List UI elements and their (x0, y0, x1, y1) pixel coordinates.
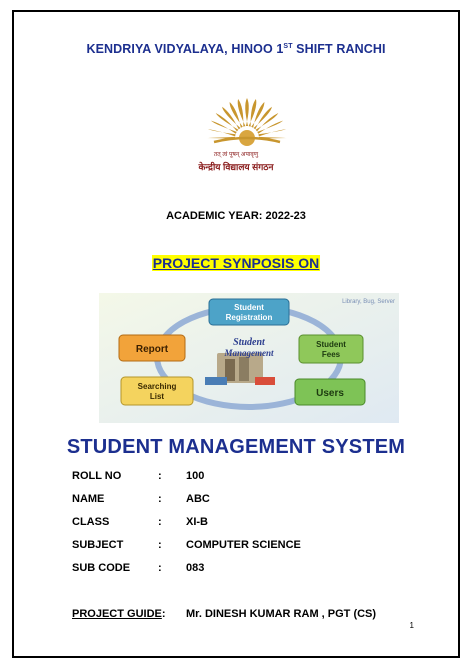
node-report (119, 335, 185, 361)
sun-ray (249, 99, 257, 127)
detail-separator: : (158, 516, 162, 528)
project-diagram (99, 293, 399, 423)
detail-label: ROLL NO (72, 470, 122, 482)
detail-label: NAME (72, 493, 105, 505)
detail-value: COMPUTER SCIENCE (186, 539, 301, 551)
page-number: 1 (409, 621, 414, 630)
sun-ray (211, 121, 237, 134)
sun-ray (257, 121, 283, 134)
detail-separator: : (158, 493, 162, 505)
svg-text:Registration: Registration (225, 313, 273, 322)
detail-value: 100 (186, 470, 205, 482)
diagram-center-line1: Student (233, 337, 265, 348)
node-searching-list (121, 377, 193, 405)
node-student-fees (299, 335, 363, 363)
node-student-registration (209, 299, 289, 325)
detail-separator: : (158, 539, 162, 551)
school-name (14, 42, 458, 56)
academic-year: ACADEMIC YEAR: 2022-23 (166, 210, 306, 222)
detail-separator: : (158, 470, 162, 482)
synopsis-heading-text: PROJECT SYNPOSIS ON (152, 255, 320, 271)
school-name-sup: ST (283, 42, 293, 50)
svg-text:Student: Student (316, 340, 346, 349)
document-page (12, 10, 460, 658)
detail-separator: : (158, 562, 162, 574)
svg-text:Report: Report (135, 344, 169, 355)
svg-text:Student: Student (234, 303, 264, 312)
detail-label: SUB CODE (72, 562, 131, 574)
svg-text:Users: Users (316, 388, 344, 399)
school-name-prefix: KENDRIYA VIDYALAYA, HINOO 1 (86, 42, 284, 56)
detail-value: 083 (186, 562, 205, 574)
diagram-center-line2: Management (224, 348, 274, 358)
sun-ray (245, 98, 249, 126)
project-guide-row (72, 608, 377, 620)
detail-value: ABC (186, 493, 210, 505)
svg-text:List: List (149, 392, 165, 401)
synopsis-heading (14, 255, 458, 271)
diagram-corner-text: Library, Bug, Server (342, 299, 395, 305)
project-guide-value: Mr. DINESH KUMAR RAM , PGT (CS) (186, 608, 377, 620)
logo-motto: तत् त्वं पूषन् अपावृणु (213, 152, 259, 158)
project-guide-sep: : (161, 608, 166, 620)
detail-label: SUBJECT (72, 539, 124, 551)
logo-org-name: केन्द्रीय विद्यालय संगठन (198, 162, 274, 172)
detail-value: XI-B (186, 516, 208, 528)
detail-label: CLASS (72, 516, 110, 528)
school-name-suffix: SHIFT RANCHI (292, 42, 386, 56)
svg-text:Searching: Searching (137, 382, 177, 391)
project-title: STUDENT MANAGEMENT SYSTEM (66, 436, 406, 458)
project-guide-label: PROJECT GUIDE (72, 608, 162, 620)
svg-text:Fees: Fees (321, 350, 341, 359)
node-users (295, 379, 365, 405)
sun-ray (238, 99, 246, 127)
